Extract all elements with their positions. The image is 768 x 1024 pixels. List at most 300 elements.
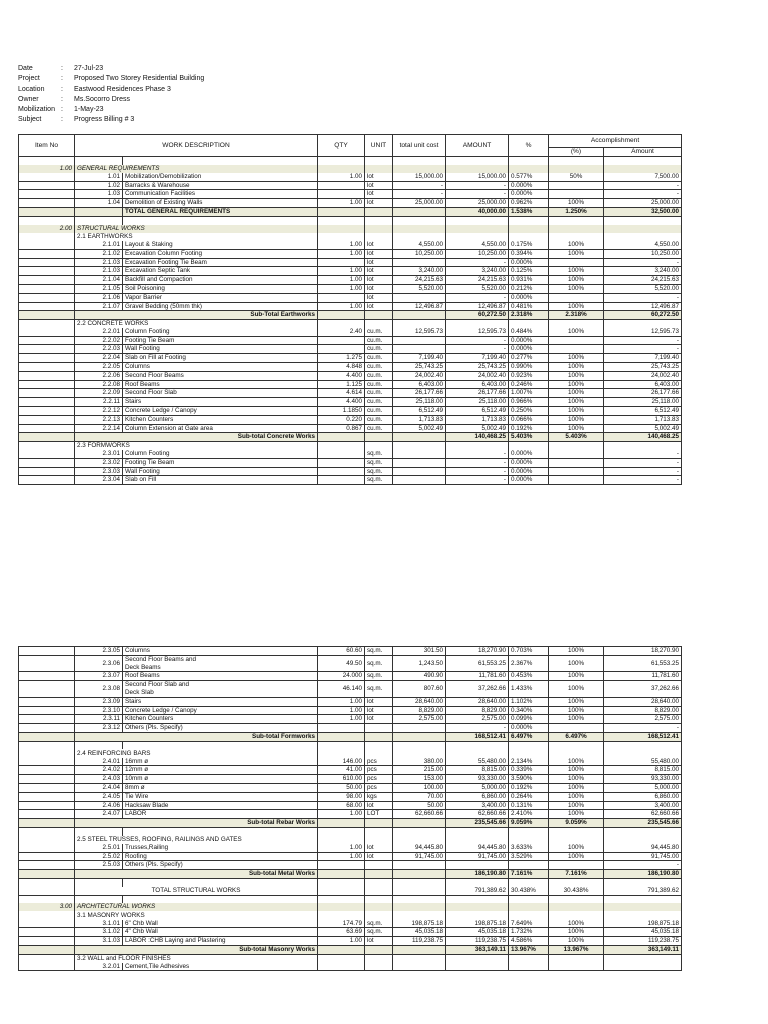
- item-accomp-pct: 100%: [549, 241, 604, 249]
- item-percent: 0.990%: [509, 363, 549, 372]
- empty-cell: [509, 741, 549, 749]
- item-description: [123, 284, 318, 293]
- empty-cell: [393, 895, 446, 903]
- empty-cell: [365, 165, 393, 173]
- empty-cell: [19, 801, 75, 810]
- item-amount: 37,262.66: [446, 681, 509, 698]
- item-code: 2.3.06: [75, 655, 123, 672]
- item-accomp-pct: 100%: [549, 928, 604, 937]
- item-code: 2.5.01: [75, 844, 123, 852]
- empty-cell: [318, 320, 365, 328]
- item-code: 2.3.07: [75, 672, 123, 681]
- empty-cell: [365, 819, 393, 828]
- empty-cell: [393, 870, 446, 879]
- item-accomp-pct: 100%: [549, 844, 604, 852]
- empty-cell: [604, 320, 682, 328]
- item-qty: 1.125: [318, 380, 365, 389]
- item-amount: 5,520.00: [446, 284, 509, 293]
- item-code: 2.1.03: [75, 267, 123, 276]
- blank-row: [19, 157, 682, 165]
- item-unit-cost: 10,250.00: [393, 249, 446, 258]
- col-item-no: Item No: [19, 135, 75, 157]
- item-percent: [509, 861, 549, 870]
- item-percent: 0.264%: [509, 792, 549, 801]
- item-description-text: Roof Beams: [125, 380, 160, 388]
- item-amount: -: [446, 476, 509, 485]
- header-row: [18, 105, 204, 115]
- empty-cell: [549, 895, 604, 903]
- item-percent: 0.453%: [509, 672, 549, 681]
- item-amount: 45,035.18: [446, 928, 509, 937]
- empty-cell: [365, 946, 393, 955]
- item-unit-cost: 50.00: [393, 801, 446, 810]
- item-accomp-pct: [549, 190, 604, 199]
- item-percent: 0.000%: [509, 476, 549, 485]
- empty-cell: [446, 157, 509, 165]
- item-accomp-pct: 100%: [549, 380, 604, 389]
- empty-cell: [604, 157, 682, 165]
- item-accomp-amount: 119,238.75: [604, 937, 682, 946]
- header-row: [18, 115, 204, 125]
- item-accomp-amount: 4,550.00: [604, 241, 682, 249]
- item-accomp-pct: 100%: [549, 415, 604, 424]
- empty-cell: [318, 233, 365, 241]
- empty-cell: [365, 741, 393, 749]
- item-description-text-line2: Deck Slab: [125, 688, 154, 696]
- line-item-row: [19, 928, 682, 937]
- item-code: 2.2.06: [75, 371, 123, 380]
- item-accomp-pct: 100%: [549, 354, 604, 363]
- empty-cell: [19, 199, 75, 208]
- item-accomp-amount: 24,002.40: [604, 371, 682, 380]
- col-unit-cost: total unit cost: [393, 135, 446, 157]
- item-amount: 2,575.00: [446, 715, 509, 724]
- item-percent: 1.102%: [509, 697, 549, 706]
- item-accomp-amount: 5,000.00: [604, 784, 682, 793]
- empty-cell: [19, 844, 75, 852]
- line-item-row: [19, 861, 682, 870]
- empty-cell: [549, 749, 604, 757]
- empty-cell: [509, 165, 549, 173]
- line-item-row: [19, 415, 682, 424]
- subsection-row: [19, 954, 682, 962]
- empty-cell: [509, 879, 549, 887]
- item-description: [123, 844, 318, 852]
- header-label: Owner: [18, 95, 39, 103]
- item-description-text: 8mm ø: [125, 784, 145, 792]
- empty-cell: [19, 836, 75, 844]
- subtotal-amount: 186,190.80: [446, 870, 509, 879]
- item-code: 2.2.13: [75, 415, 123, 424]
- header-row: [18, 64, 204, 74]
- empty-cell: [365, 870, 393, 879]
- item-description: [123, 241, 318, 249]
- item-accomp-pct: 100%: [549, 766, 604, 775]
- item-unit-cost: 301.50: [393, 647, 446, 656]
- empty-cell: [365, 157, 393, 165]
- item-accomp-amount: 11,781.60: [604, 672, 682, 681]
- empty-cell: [318, 157, 365, 165]
- empty-cell: [318, 165, 365, 173]
- empty-cell: [19, 911, 75, 919]
- item-unit-cost: [393, 476, 446, 485]
- line-item-row: [19, 715, 682, 724]
- item-qty: 1.00: [318, 937, 365, 946]
- empty-cell: [365, 911, 393, 919]
- item-description: [123, 801, 318, 810]
- item-description-text: Second Floor Beams: [125, 371, 184, 379]
- item-percent: 3.633%: [509, 844, 549, 852]
- item-percent: 0.175%: [509, 241, 549, 249]
- item-description-text: Mobilization/Demobilization: [125, 172, 202, 180]
- empty-cell: [19, 775, 75, 784]
- item-accomp-pct: 50%: [549, 173, 604, 181]
- item-amount: 119,238.75: [446, 937, 509, 946]
- empty-cell: [393, 741, 446, 749]
- empty-cell: [604, 741, 682, 749]
- item-unit-cost: 24,215.63: [393, 276, 446, 285]
- empty-cell: [75, 741, 123, 749]
- line-item-row: [19, 190, 682, 199]
- item-description-text: Communication Facilities: [125, 190, 195, 198]
- empty-cell: [604, 879, 682, 887]
- item-accomp-amount: 6,403.00: [604, 380, 682, 389]
- empty-cell: [19, 852, 75, 861]
- item-accomp-amount: 8,829.00: [604, 706, 682, 715]
- item-unit: lot: [365, 937, 393, 946]
- empty-cell: [318, 903, 365, 911]
- item-unit: lot: [365, 267, 393, 276]
- line-item-row: [19, 424, 682, 433]
- empty-cell: [393, 819, 446, 828]
- item-accomp-pct: 100%: [549, 937, 604, 946]
- item-description: [123, 724, 318, 733]
- empty-cell: [19, 920, 75, 928]
- empty-cell: [549, 157, 604, 165]
- item-accomp-amount: -: [604, 458, 682, 467]
- item-percent: 0.066%: [509, 415, 549, 424]
- item-description: [123, 775, 318, 784]
- item-percent: 0.000%: [509, 190, 549, 199]
- subtotal-accomp-pct: 7.161%: [549, 870, 604, 879]
- empty-cell: [509, 836, 549, 844]
- item-description-text: Columns: [125, 363, 150, 371]
- empty-cell: [509, 828, 549, 836]
- item-description-text: Kitchen Counters: [125, 415, 174, 423]
- item-qty: 4.614: [318, 389, 365, 398]
- item-description-text: Concrete Ledge / Canopy: [125, 706, 197, 714]
- section-row: [19, 165, 682, 173]
- item-description: [123, 398, 318, 407]
- item-accomp-amount: 94,445.80: [604, 844, 682, 852]
- item-accomp-pct: 100%: [549, 249, 604, 258]
- line-item-row: [19, 181, 682, 190]
- item-code: [75, 208, 123, 217]
- empty-cell: [75, 895, 123, 903]
- item-amount: 24,002.40: [446, 371, 509, 380]
- line-item-row: [19, 775, 682, 784]
- empty-cell: [19, 655, 75, 672]
- item-description-text: 6" Chb Wall: [125, 919, 158, 927]
- item-description: [123, 407, 318, 416]
- item-accomp-amount: 28,640.00: [604, 697, 682, 706]
- item-description: [123, 458, 318, 467]
- item-code: 2.1.07: [75, 302, 123, 311]
- item-description-text: Concrete Ledge / Canopy: [125, 407, 197, 415]
- item-accomp-pct: [549, 293, 604, 302]
- empty-cell: [318, 216, 365, 224]
- item-amount: 24,215.63: [446, 276, 509, 285]
- item-code: 2.1.02: [75, 249, 123, 258]
- item-qty: 174.79: [318, 920, 365, 928]
- empty-cell: [19, 766, 75, 775]
- item-unit: sq.m.: [365, 672, 393, 681]
- item-percent: 0.000%: [509, 450, 549, 458]
- item-qty: [318, 476, 365, 485]
- item-unit-cost: 8,829.00: [393, 706, 446, 715]
- line-item-row: [19, 241, 682, 249]
- item-qty: 1.00: [318, 302, 365, 311]
- blank-row: [19, 879, 682, 887]
- empty-cell: [19, 276, 75, 285]
- item-unit-cost: 25,743.25: [393, 363, 446, 372]
- item-unit-cost: 215.00: [393, 766, 446, 775]
- item-amount: -: [446, 724, 509, 733]
- item-description: [123, 655, 318, 672]
- item-accomp-pct: 100%: [549, 672, 604, 681]
- billing-table-page-1: [18, 134, 682, 485]
- subtotal-amount: 168,512.41: [446, 732, 509, 741]
- empty-cell: [19, 937, 75, 946]
- empty-cell: [393, 433, 446, 442]
- item-qty: 4.400: [318, 371, 365, 380]
- empty-cell: [19, 928, 75, 937]
- empty-cell: [549, 216, 604, 224]
- item-unit: pcs: [365, 766, 393, 775]
- subtotal-amount: 363,149.11: [446, 946, 509, 955]
- item-accomp-amount: 91,745.00: [604, 852, 682, 861]
- item-unit: lot: [365, 852, 393, 861]
- item-code: 2.4.03: [75, 775, 123, 784]
- subtotal-percent: 6.497%: [509, 732, 549, 741]
- empty-cell: [19, 749, 75, 757]
- empty-cell: [19, 870, 75, 879]
- item-description: [123, 354, 318, 363]
- header-label: Project: [18, 75, 40, 83]
- subsection-row: [19, 233, 682, 241]
- line-item-row: [19, 276, 682, 285]
- item-qty: 49.50: [318, 655, 365, 672]
- subsection-title: 2.2 CONCRETE WORKS: [75, 320, 318, 328]
- empty-cell: [19, 476, 75, 485]
- line-item-row: [19, 371, 682, 380]
- subtotal-accomp-pct: 13.967%: [549, 946, 604, 955]
- empty-cell: [393, 442, 446, 450]
- empty-cell: [19, 672, 75, 681]
- item-accomp-pct: 100%: [549, 706, 604, 715]
- item-description: [123, 293, 318, 302]
- item-code: 2.2.03: [75, 345, 123, 354]
- empty-cell: [393, 946, 446, 955]
- item-description-text-line2: Deck Beams: [125, 663, 161, 671]
- item-qty: 0.867: [318, 424, 365, 433]
- item-code: 2.2.14: [75, 424, 123, 433]
- item-unit: lot: [365, 706, 393, 715]
- item-description-text: Roof Beams: [125, 672, 160, 680]
- total-row: [19, 208, 682, 217]
- subtotal-amount: 791,389.62: [446, 887, 509, 895]
- empty-cell: [19, 792, 75, 801]
- item-qty: [318, 293, 365, 302]
- item-description: [123, 328, 318, 336]
- empty-cell: [604, 903, 682, 911]
- item-description-text: Second Floor Slab: [125, 389, 177, 397]
- subtotal-accomp-pct: 30.438%: [549, 887, 604, 895]
- item-percent: 0.484%: [509, 328, 549, 336]
- item-unit-cost: 6,403.00: [393, 380, 446, 389]
- item-unit: pcs: [365, 775, 393, 784]
- item-amount: 3,400.00: [446, 801, 509, 810]
- item-amount: -: [446, 467, 509, 476]
- line-item-row: [19, 467, 682, 476]
- empty-cell: [318, 879, 365, 887]
- empty-cell: [19, 732, 75, 741]
- empty-cell: [19, 819, 75, 828]
- line-item-row: [19, 937, 682, 946]
- item-amount: 6,403.00: [446, 380, 509, 389]
- item-unit-cost: 490.90: [393, 672, 446, 681]
- item-description-text: Gravel Bedding (50mm thk): [125, 302, 202, 310]
- item-accomp-amount: 24,215.63: [604, 276, 682, 285]
- empty-cell: [365, 828, 393, 836]
- subtotal-label: Sub-total Metal Works: [75, 870, 318, 879]
- section-number: 1.00: [19, 165, 75, 173]
- item-amount: -: [446, 336, 509, 345]
- header-label: Subject: [18, 116, 42, 124]
- empty-cell: [393, 836, 446, 844]
- empty-cell: [318, 870, 365, 879]
- item-accomp-pct: 100%: [549, 681, 604, 698]
- item-accomp-pct: 100%: [549, 276, 604, 285]
- empty-cell: [393, 732, 446, 741]
- item-description-text: 12mm ø: [125, 766, 149, 774]
- empty-cell: [393, 165, 446, 173]
- item-unit: lot: [365, 241, 393, 249]
- item-amount: 18,270.90: [446, 647, 509, 656]
- empty-cell: [19, 741, 75, 749]
- item-code: 2.4.06: [75, 801, 123, 810]
- empty-cell: [19, 284, 75, 293]
- item-description-text: Kitchen Counters: [125, 715, 174, 723]
- item-description-text: Second Floor Slab and: [125, 681, 190, 689]
- item-code: 2.4.02: [75, 766, 123, 775]
- item-percent: 0.000%: [509, 345, 549, 354]
- item-description-text: TOTAL GENERAL REQUIREMENTS: [125, 208, 231, 216]
- item-accomp-amount: -: [604, 258, 682, 267]
- item-accomp-amount: 1,713.83: [604, 415, 682, 424]
- item-amount: 10,250.00: [446, 249, 509, 258]
- item-unit: sq.m.: [365, 655, 393, 672]
- item-accomp-amount: -: [604, 190, 682, 199]
- col-accomp-amount: Amount: [604, 148, 682, 157]
- item-description-text: Column Extension at Gate area: [125, 424, 213, 432]
- line-item-row: [19, 672, 682, 681]
- item-accomp-amount: -: [604, 861, 682, 870]
- item-description-text: 4" Chb Wall: [125, 928, 158, 936]
- item-unit-cost: 153.00: [393, 775, 446, 784]
- blank-row: [19, 895, 682, 903]
- item-description-text: Wall Footing: [125, 345, 160, 353]
- item-amount: 62,660.66: [446, 810, 509, 819]
- item-description: [123, 450, 318, 458]
- empty-cell: [446, 741, 509, 749]
- item-unit: sq.m.: [365, 467, 393, 476]
- item-percent: 0.212%: [509, 284, 549, 293]
- item-description: [123, 672, 318, 681]
- empty-cell: [19, 715, 75, 724]
- item-unit: pcs: [365, 758, 393, 766]
- item-qty: 46.140: [318, 681, 365, 698]
- empty-cell: [19, 258, 75, 267]
- item-accomp-amount: 55,480.00: [604, 758, 682, 766]
- header-colon: :: [61, 106, 63, 114]
- empty-cell: [123, 216, 318, 224]
- item-amount: 40,000.00: [446, 208, 509, 217]
- item-amount: 7,199.40: [446, 354, 509, 363]
- item-accomp-amount: 26,177.66: [604, 389, 682, 398]
- item-qty: 98.00: [318, 792, 365, 801]
- empty-cell: [393, 828, 446, 836]
- item-code: 2.3.08: [75, 681, 123, 698]
- item-qty: 1.00: [318, 697, 365, 706]
- item-accomp-amount: -: [604, 450, 682, 458]
- item-qty: 4.848: [318, 363, 365, 372]
- item-unit: cu.m.: [365, 363, 393, 372]
- item-unit-cost: 26,177.66: [393, 389, 446, 398]
- item-description-text: Slab on Fill at Footing: [125, 354, 186, 362]
- subtotal-accomp-amount: 363,149.11: [604, 946, 682, 955]
- item-accomp-amount: 3,400.00: [604, 801, 682, 810]
- empty-cell: [604, 442, 682, 450]
- item-accomp-pct: 100%: [549, 328, 604, 336]
- item-description-text: Columns: [125, 647, 150, 654]
- empty-cell: [365, 749, 393, 757]
- item-percent: 0.966%: [509, 398, 549, 407]
- item-percent: 0.962%: [509, 199, 549, 208]
- item-qty: 50.00: [318, 784, 365, 793]
- item-accomp-amount: 5,002.49: [604, 424, 682, 433]
- subsection-title: 3.2 WALL and FLOOR FINISHES: [75, 954, 318, 962]
- item-qty: 1.00: [318, 241, 365, 249]
- empty-cell: [19, 433, 75, 442]
- empty-cell: [365, 433, 393, 442]
- empty-cell: [19, 861, 75, 870]
- item-percent: 3.529%: [509, 852, 549, 861]
- subtotal-amount: 140,468.25: [446, 433, 509, 442]
- empty-cell: [393, 311, 446, 320]
- subtotal-accomp-amount: 60,272.50: [604, 311, 682, 320]
- empty-cell: [19, 328, 75, 336]
- line-item-row: [19, 450, 682, 458]
- empty-cell: [365, 311, 393, 320]
- item-code: 2.3.10: [75, 706, 123, 715]
- empty-cell: [19, 371, 75, 380]
- line-item-row: [19, 407, 682, 416]
- item-qty: 1.00: [318, 706, 365, 715]
- empty-cell: [19, 233, 75, 241]
- item-code: 1.01: [75, 173, 123, 181]
- line-item-row: [19, 336, 682, 345]
